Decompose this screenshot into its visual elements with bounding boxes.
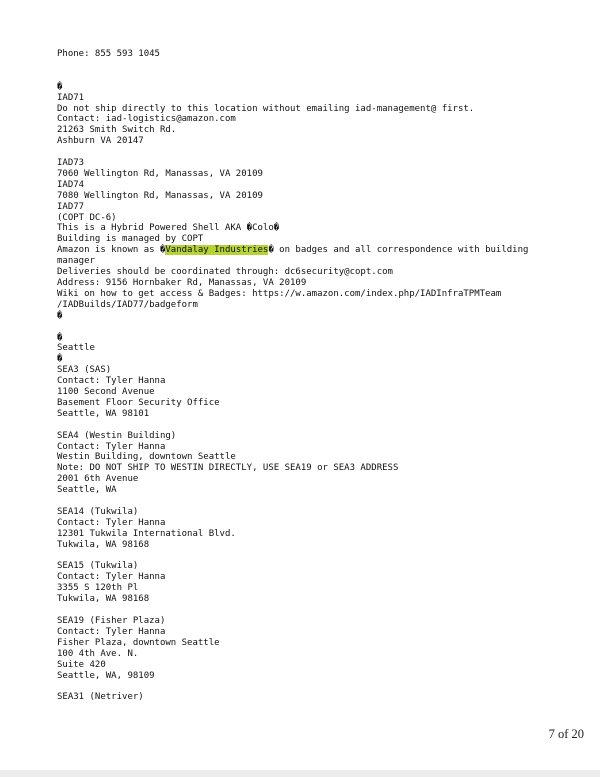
document-line: Seattle, WA (57, 485, 117, 496)
document-line: Building is managed by COPT (57, 234, 204, 245)
document-line: Contact: iad-logistics@amazon.com (57, 114, 236, 125)
document-line: 21263 Smith Switch Rd. (57, 125, 177, 136)
document-line: � (57, 310, 63, 321)
document-line (57, 60, 587, 71)
document-line: SEA3 (SAS) (57, 365, 112, 376)
page-number: 7 of 20 (548, 727, 584, 741)
document-line: � (57, 81, 63, 92)
document-line (57, 245, 587, 256)
document-line: Seattle, WA 98101 (57, 408, 150, 419)
document-line: 1100 Second Avenue (57, 387, 155, 398)
document-line (57, 147, 587, 158)
document-line (57, 605, 587, 616)
document-line: IAD77 (57, 201, 85, 212)
page-bottom-edge (0, 770, 600, 777)
document-line (57, 681, 587, 692)
document-line: /IADBuilds/IAD77/badgeform (57, 299, 198, 310)
document-line: 12301 Tukwila International Blvd. (57, 528, 236, 539)
document-line (57, 420, 587, 431)
document-line: Contact: Tyler Hanna (57, 572, 166, 583)
document-line: manager (57, 256, 95, 267)
document-line: 100 4th Ave. N. (57, 648, 139, 659)
document-body (57, 49, 587, 703)
document-line: Contact: Tyler Hanna (57, 376, 166, 387)
document-line: Contact: Tyler Hanna (57, 626, 166, 637)
line-text-before-highlight: Amazon is known as � (57, 245, 166, 256)
document-line: SEA31 (Netriver) (57, 692, 144, 703)
document-line: Seattle, WA, 98109 (57, 670, 155, 681)
document-line (57, 496, 587, 507)
document-line: IAD73 (57, 158, 85, 169)
document-line: � (57, 332, 63, 343)
document-line (57, 551, 587, 562)
document-line: Fisher Plaza, downtown Seattle (57, 637, 220, 648)
document-line: 7060 Wellington Rd, Manassas, VA 20109 (57, 168, 263, 179)
document-line: IAD71 (57, 92, 85, 103)
document-line: Ashburn VA 20147 (57, 136, 144, 147)
document-line: Suite 420 (57, 659, 106, 670)
document-line (57, 71, 587, 82)
document-line: Phone: 855 593 1045 (57, 49, 160, 59)
document-line: Tukwila, WA 98168 (57, 539, 150, 550)
document-line: Seattle (57, 343, 95, 354)
document-line: (COPT DC-6) (57, 212, 117, 223)
document-line: Westin Building, downtown Seattle (57, 452, 236, 463)
document-line: SEA14 (Tukwila) (57, 506, 139, 517)
document-line: Contact: Tyler Hanna (57, 517, 166, 528)
document-line: SEA15 (Tukwila) (57, 561, 139, 572)
document-line: 2001 6th Avenue (57, 474, 139, 485)
document-line: Do not ship directly to this location without emailing iad-management@ first. (57, 103, 475, 114)
highlighted-text: Vandalay Industries (165, 245, 269, 256)
document-line: 7080 Wellington Rd, Manassas, VA 20109 (57, 190, 263, 201)
document-line: SEA4 (Westin Building) (57, 430, 177, 441)
document-line: Wiki on how to get access & Badges: https://w.amazon.com/index.php/IADInfraTPMTeam (57, 288, 502, 299)
document-line: Deliveries should be coordinated through: dc6security@copt.com (57, 267, 393, 278)
line-text-after-highlight: � on badges and all correspondence with building (268, 245, 529, 256)
document-line: Address: 9156 Hornbaker Rd, Manassas, VA 20109 (57, 277, 307, 288)
document-line: This is a Hybrid Powered Shell AKA �Colo� (57, 223, 280, 234)
document-line: � (57, 354, 63, 365)
document-line: Contact: Tyler Hanna (57, 441, 166, 452)
document-line: 3355 S 120th Pl (57, 583, 139, 594)
document-line: IAD74 (57, 179, 85, 190)
document-line (57, 322, 587, 333)
document-line: Basement Floor Security Office (57, 397, 220, 408)
document-line: Tukwila, WA 98168 (57, 594, 150, 605)
document-line: Note: DO NOT SHIP TO WESTIN DIRECTLY, USE SEA19 or SEA3 ADDRESS (57, 463, 399, 474)
document-line: SEA19 (Fisher Plaza) (57, 616, 166, 626)
